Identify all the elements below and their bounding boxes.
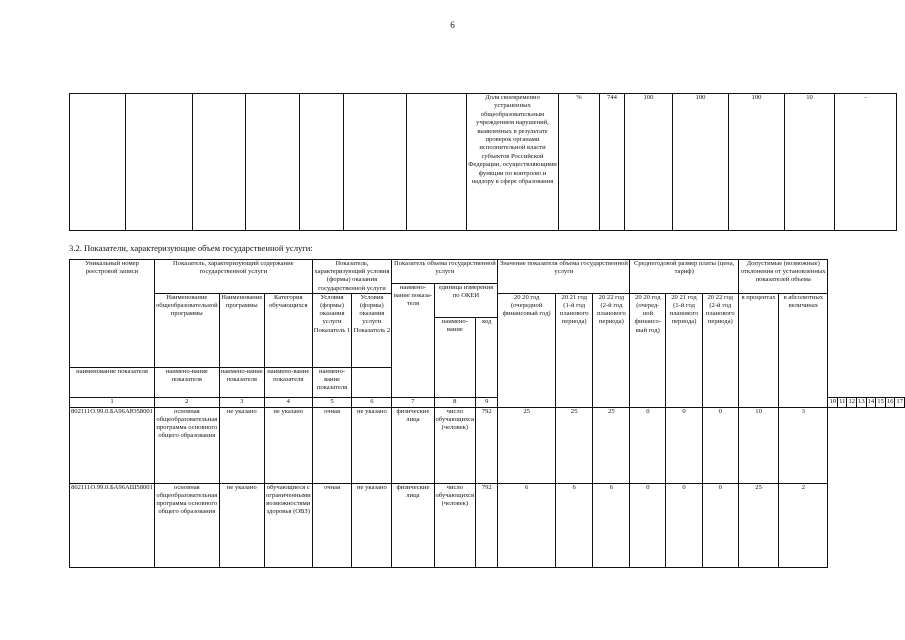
- column-number: 7: [392, 397, 434, 407]
- column-number: 12: [847, 397, 857, 407]
- program-cell: основная общеобразовательная программа основного общего образования: [154, 407, 219, 483]
- column-number: 6: [352, 397, 392, 407]
- header-okei-name: наимено-вание: [434, 317, 476, 397]
- section-title: 3.2. Показатели, характеризующие объем государственной услуги:: [69, 243, 313, 253]
- column-number: 8: [434, 397, 476, 407]
- value-cell: 100: [625, 94, 673, 231]
- unit-cell: %: [559, 94, 600, 231]
- percent-cell: 10: [785, 94, 835, 231]
- header-fee-year-1: 20 20 год (очеред-ной финансо-вый год): [630, 293, 666, 407]
- value-cell: 25: [498, 407, 555, 483]
- value-cell: 25: [555, 407, 593, 483]
- header-conditions: Показатель, характеризующий условия (формы) оказания государственной услуги: [312, 260, 392, 294]
- header-year-1: 20 20 год (очередной финансовый год): [498, 293, 555, 407]
- form-cell: очная: [312, 407, 352, 483]
- header-in-absolute: в абсолютных величинах: [779, 293, 828, 407]
- column-number: 14: [866, 397, 876, 407]
- column-number: 5: [312, 397, 352, 407]
- header-registry: Уникальный номер реестровой записи: [70, 260, 155, 368]
- value-cell: 100: [729, 94, 785, 231]
- column-number: 3: [219, 397, 264, 407]
- header-name-indicator: наимено-вание показателя: [312, 367, 352, 397]
- column-number: 2: [154, 397, 219, 407]
- volume-indicators-table: [69, 259, 905, 568]
- column-number: 1: [70, 397, 155, 407]
- header-sub-category: Категория обучающихся: [264, 293, 312, 367]
- percent-cell: 10: [738, 407, 778, 483]
- header-in-percent: в процентах: [738, 293, 778, 407]
- form-cell: очная: [312, 483, 352, 567]
- value-cell: 6: [593, 483, 630, 567]
- column-number: 17: [895, 397, 905, 407]
- empty-cell: [193, 94, 246, 231]
- value-cell: 100: [673, 94, 729, 231]
- header-volume: Показатель объема государственной услуги: [392, 260, 498, 284]
- header-sub-cond1: Условия (формы) оказания услуги Показатель 1: [312, 293, 352, 367]
- table-row: [70, 483, 905, 567]
- name-cell: не указано: [219, 483, 264, 567]
- header-fee-year-3: 20 22 год (2-й год планового периода): [702, 293, 738, 407]
- value-cell: 25: [593, 407, 630, 483]
- program-cell: основная общеобразовательная программа основного общего образования: [154, 483, 219, 567]
- empty-cell: [300, 94, 344, 231]
- percent-cell: 25: [738, 483, 778, 567]
- empty-cell: [70, 94, 126, 231]
- ind-name-cell: физические лица: [392, 483, 434, 567]
- header-name-indicator: наименование показателя: [70, 367, 155, 397]
- ind-name-cell: физические лица: [392, 407, 434, 483]
- header-year-2: 20 21 год (1-й год планового периода): [555, 293, 593, 407]
- registry-cell: 802111О.99.0.БА96АЮ58001: [70, 407, 155, 483]
- fee-cell: 0: [666, 483, 702, 567]
- empty-cell: [126, 94, 193, 231]
- unit-code-cell: 792: [476, 483, 498, 567]
- empty-cell: [344, 94, 407, 231]
- table-row: [70, 407, 905, 483]
- header-content: Показатель, характеризующий содержание государственной услуги: [154, 260, 312, 294]
- name-cell: не указано: [219, 407, 264, 483]
- header-fee-year-2: 20 21 год (1-й год планового периода): [666, 293, 702, 407]
- absolute-cell: 2: [779, 483, 828, 567]
- header-name-indicator: наимено-вание показателя: [219, 367, 264, 397]
- page-number: 6: [450, 20, 455, 30]
- unit-name-cell: число обучающихся (человек): [434, 483, 476, 567]
- header-naming-indicator: наимено-вание показа-теля: [392, 284, 434, 398]
- column-number: 11: [838, 397, 847, 407]
- column-number: 9: [476, 397, 498, 407]
- header-sub-program: Наименование программы: [219, 293, 264, 367]
- fee-cell: 0: [630, 407, 666, 483]
- column-number: 4: [264, 397, 312, 407]
- empty-cell: [407, 94, 467, 231]
- fee-cell: 0: [702, 483, 738, 567]
- registry-cell: 802111О.99.0.БА96АШ58001: [70, 483, 155, 567]
- header-avg-fee: Среднегодовой размер платы (цена, тариф): [630, 260, 739, 294]
- header-okei-unit: единица измерения по ОКЕИ: [434, 284, 498, 318]
- quality-indicators-continuation-table: [69, 93, 897, 231]
- header-sub-program-name: Наименование общеобразовательной программы: [154, 293, 219, 367]
- column-number: 10: [828, 397, 838, 407]
- column-number: 16: [885, 397, 895, 407]
- header-sub-cond2: Условия (формы) оказания услуги Показатель 2: [352, 293, 392, 367]
- header-deviation: Допустимые (возможные) отклонения от установленных показателей объема: [738, 260, 828, 294]
- header-okei-code: код: [476, 317, 498, 397]
- fee-cell: 0: [702, 407, 738, 483]
- fee-cell: 0: [630, 483, 666, 567]
- unit-name-cell: число обучающихся (человек): [434, 407, 476, 483]
- header-name-indicator: наимено-вание показателя: [154, 367, 219, 397]
- column-number: 13: [857, 397, 867, 407]
- value-cell: 6: [498, 483, 555, 567]
- absolute-cell: 3: [779, 407, 828, 483]
- indicator-text: Доля своевременно устраненных общеобразовательным учреждением нарушений, выявленных в результате проверок органами исполнительной власти субъектов Российской Федерации, осуществляющими функции по контролю и надзору в сфере образования: [467, 94, 559, 231]
- empty-cell: [246, 94, 300, 231]
- header-volume-value: Значение показателя объема государственной услуги: [498, 260, 630, 294]
- code-cell: 744: [600, 94, 625, 231]
- absolute-cell: -: [835, 94, 897, 231]
- unit-code-cell: 792: [476, 407, 498, 483]
- cond2-cell: не указано: [352, 483, 392, 567]
- header-year-3: 20 22 год (2-й год планового периода): [593, 293, 630, 407]
- value-cell: 6: [555, 483, 593, 567]
- cond2-cell: не указано: [352, 407, 392, 483]
- category-cell: обучающиеся с ограниченными возможностями здоровья (ОВЗ): [264, 483, 312, 567]
- column-number: 15: [876, 397, 886, 407]
- fee-cell: 0: [666, 407, 702, 483]
- category-cell: не указано: [264, 407, 312, 483]
- header-name-indicator: наимено-вание показателя: [264, 367, 312, 397]
